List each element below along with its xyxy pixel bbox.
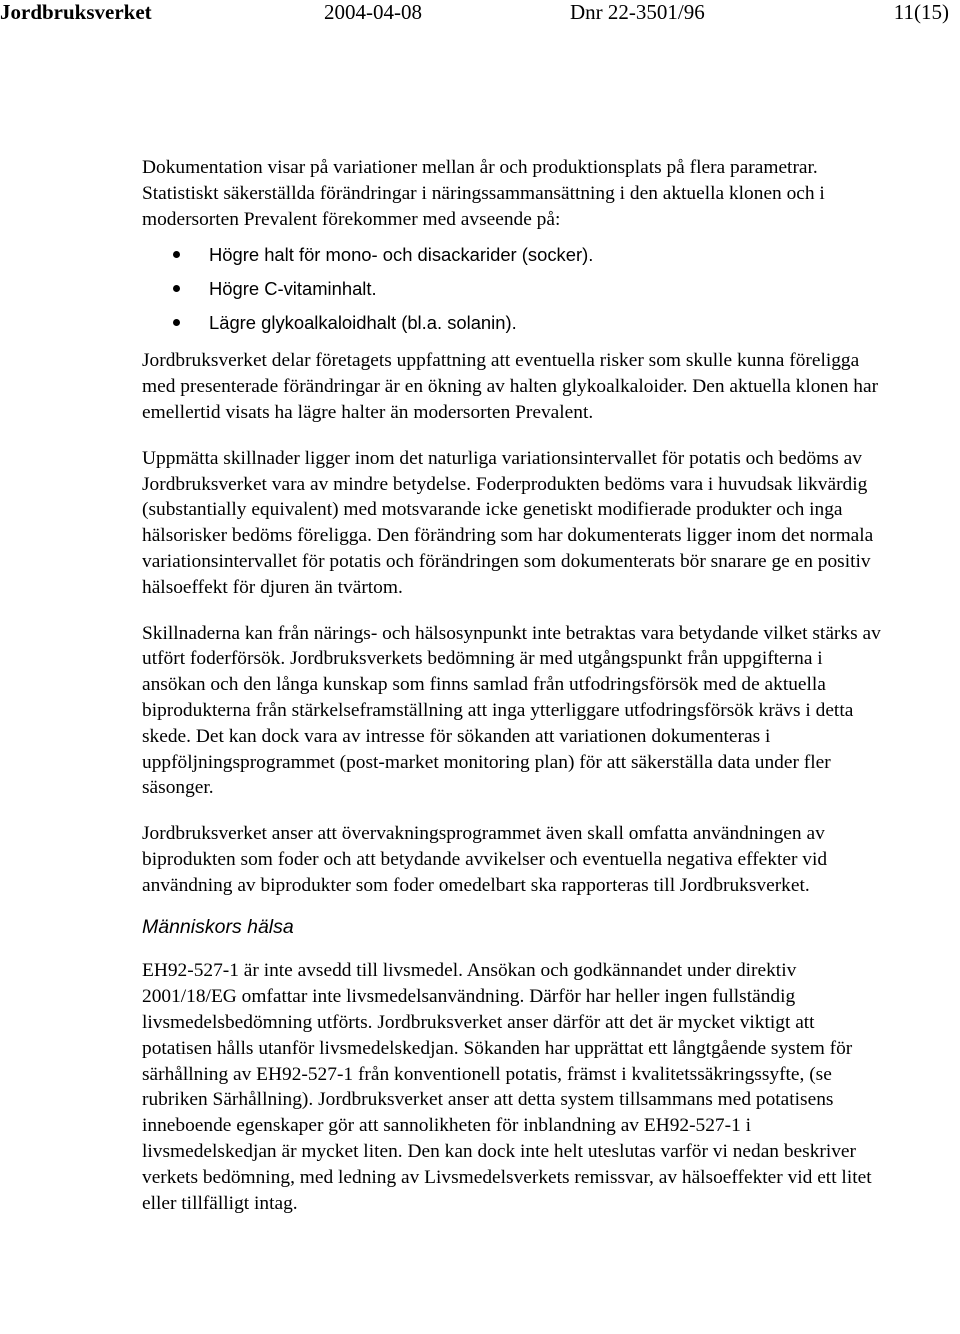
paragraph-feeding-trials: Skillnaderna kan från närings- och hälsosynpunkt inte betraktas vara betydande vilket stärks av utfört foderförsök. Jordbruksverkets bedömning är med utgångspunkt från uppgifterna i ansökan och den långa kunskap som finns samlad från utfodringsförsök med de aktuella biprodukterna från stärkelseframställning att inga ytterliggare utfodringsförsök krävs i detta skede. Det kan dock vara av intresse för sökanden att variationen dokumenteras i uppföljningsprogrammet (post-market monitoring plan) för att säkerställa data under fler säsonger.	[142, 622, 881, 799]
section-heading: Människors hälsa	[142, 915, 294, 938]
bullet-item	[142, 310, 882, 344]
bullet-text: Högre C-vitaminhalt.	[209, 278, 377, 300]
bullet-text: Lägre glykoalkaloidhalt (bl.a. solanin).	[209, 312, 517, 334]
bullet-item	[142, 242, 882, 276]
section-body: EH92-527-1 är inte avsedd till livsmedel. Ansökan och godkännandet under direktiv 2001/18/EG omfattar inte livsmedelsanvändning. Därför har heller ingen fullständig livsmedelsbedömning utförts. Jordbruksverket anser därför att det är mycket viktigt att potatisen hålls utanför livsmedelskedjan. Sökanden har upprättat ett långtgående system för särhållning av EH92-527-1 från konventionell potatis, främst i kvalitetssäkringssyfte, (se rubriken Särhållning). Jordbruksverket anser att detta system tillsammans med potatisens inneboende egenskaper gör att sannolikheten för inblandning av EH92-527-1 i livsmedelskedjan är mycket liten. Den kan dock inte helt uteslutas varför vi nedan beskriver verkets bedömning, med ledning av Livsmedelsverkets remissvar, av hälsoeffekter vid ett litet eller tillfälligt intag.	[142, 960, 872, 1214]
header-organization: Jordbruksverket	[0, 0, 152, 24]
bullet-text: Högre halt för mono- och disackarider (socker).	[209, 244, 594, 266]
paragraph-risk: Jordbruksverket delar företagets uppfattning att eventuella risker som skulle kunna föreligga med presenterade förändringar är en ökning av halten glykoalkaloider. Den aktuella klonen har emellertid visats ha lägre halter än modersorten Prevalent.	[142, 350, 879, 423]
paragraph-monitoring: Jordbruksverket anser att övervakningsprogrammet även skall omfatta användningen av biprodukten som foder och att betydande avvikelser och eventuella negativa effekter vid användning av biprodukter som foder omedelbart ska rapporteras till Jordbruksverket.	[142, 823, 828, 896]
header-page-number: 11(15)	[893, 0, 949, 24]
page-header	[0, 0, 960, 24]
bullet-list	[142, 242, 882, 344]
bullet-dot-icon	[173, 285, 180, 292]
bullet-item	[142, 276, 882, 310]
bullet-dot-icon	[173, 251, 180, 258]
bullet-dot-icon	[173, 319, 180, 326]
intro-paragraph: Dokumentation visar på variationer mellan år och produktionsplats på flera parametrar. Statistiskt säkerställda förändringar i näringssammansättning i den aktuella klonen och i modersorten Prevalent förekommer med avseende på:	[142, 157, 825, 230]
header-date: 2004-04-08	[324, 0, 422, 24]
paragraph-differences: Uppmätta skillnader ligger inom det naturliga variationsintervallet för potatis och bedöms av Jordbruksverket vara av mindre betydelse. Foderprodukten bedöms vara i huvudsak likvärdig (substantially equivalent) med motsvarande icke genetiskt modifierade produkter och inga hälsorisker bedöms föreligga. Den förändring som har dokumenterats ligger inom det normala variationsintervallet för potatis och förändringen som dokumenterats bör snarare ge en positiv hälsoeffekt för djuren än tvärtom.	[142, 447, 874, 598]
document-body	[142, 155, 882, 1216]
header-dnr: Dnr 22-3501/96	[570, 0, 705, 24]
